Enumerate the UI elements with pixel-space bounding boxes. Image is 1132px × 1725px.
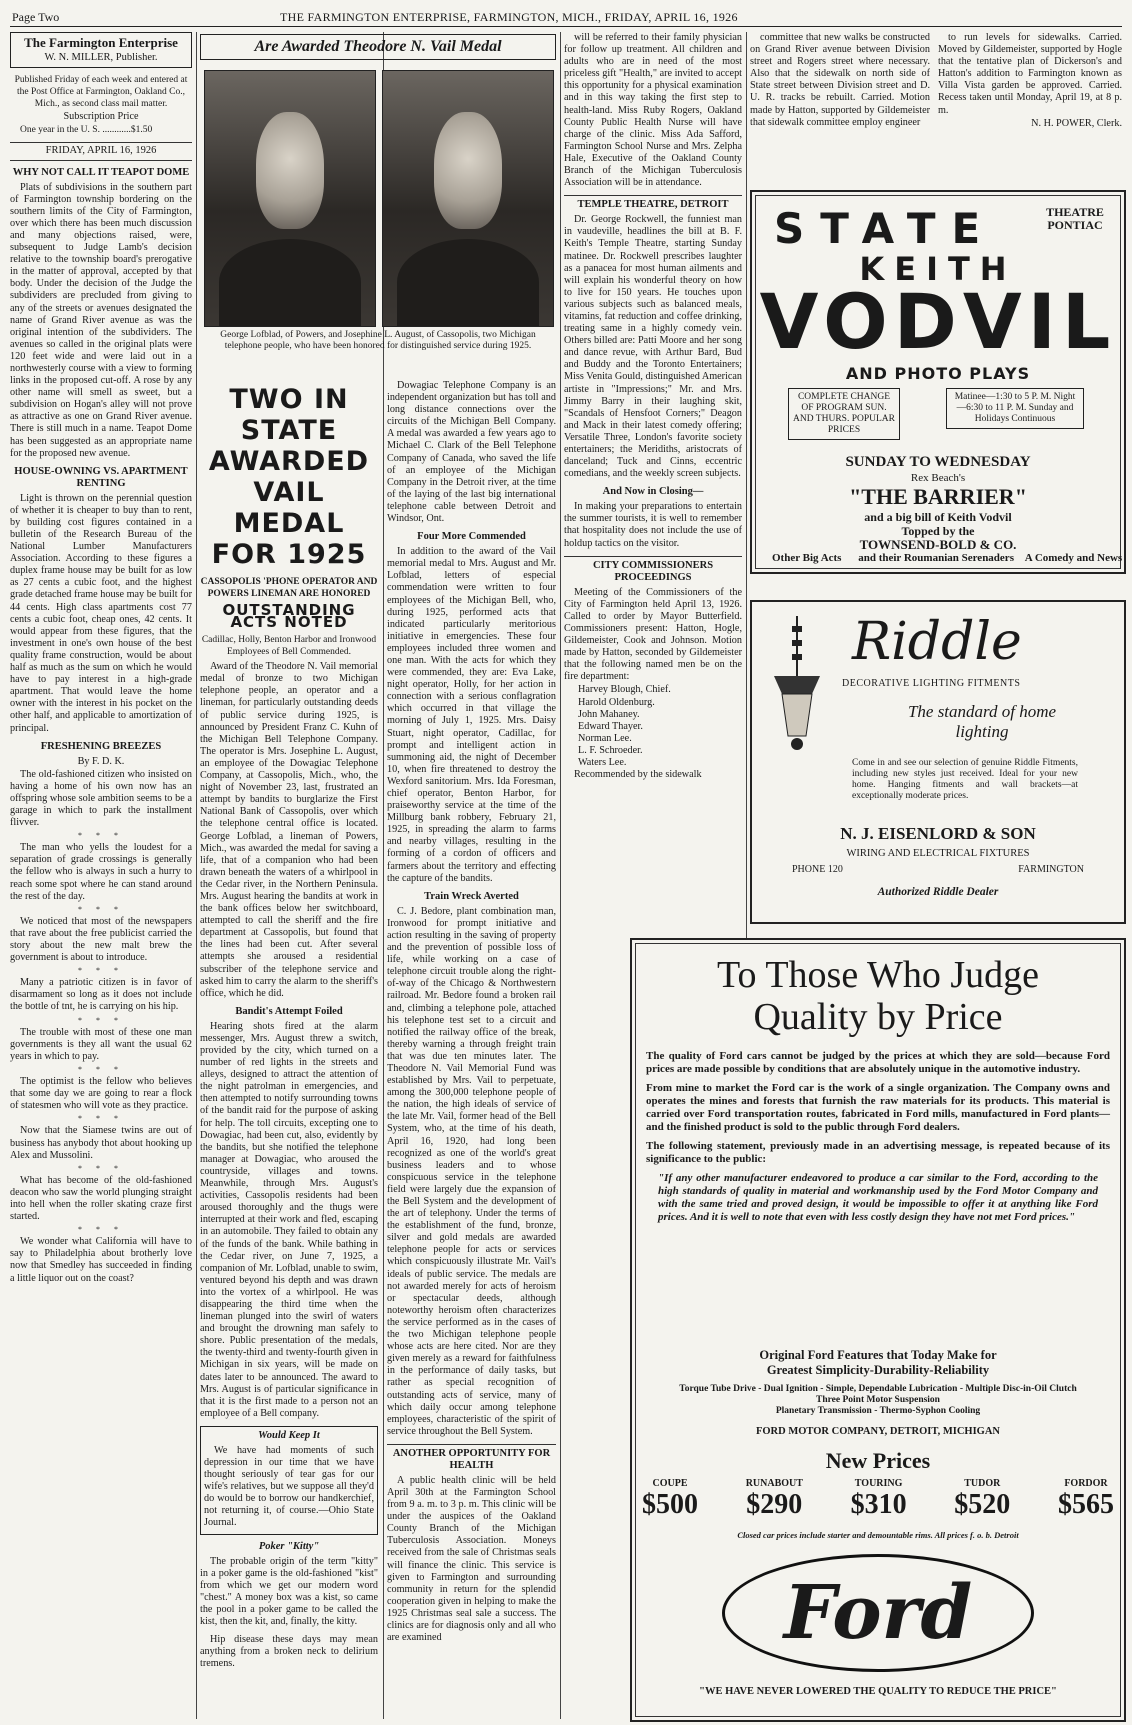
masthead xyxy=(10,32,192,68)
subhead-bandit: Bandit's Attempt Foiled xyxy=(235,1005,343,1017)
breezes-item: We noticed that most of the newspapers that rave about the free publicist carried the story about the new malt brew the government is about to introduce. xyxy=(10,915,192,964)
ad-program-box: COMPLETE CHANGE OF PROGRAM SUN. AND THURS. POPULAR PRICES xyxy=(788,388,900,440)
deck-outstanding: OUTSTANDING ACTS NOTED xyxy=(222,601,356,632)
clerk-signature: N. H. POWER, Clerk. xyxy=(1031,117,1122,129)
list-item: Waters Lee. xyxy=(578,756,627,768)
page-header xyxy=(10,8,1122,27)
headline-housing: HOUSE-OWNING VS. APARTMENT RENTING xyxy=(14,465,188,489)
article-vail-part3: Dowagiac Telephone Company is an independent organization but has toll and long distance connections over the circuits of the Michigan Bell Company. A medal was awarded a few years ago to Michael C. Clark of the Bell Telephone Company of Canada, who saved the life of an employee of the Michigan Company in the Detroit river, at the time of the laying of the last big international telephone cable between Detroit and Windsor, Ont. xyxy=(387,380,556,525)
headline-temple-theatre: TEMPLE THEATRE, DETROIT xyxy=(564,195,742,211)
column-rule xyxy=(560,32,561,1719)
ford-new-prices: New Prices xyxy=(825,1448,931,1473)
ford-para-3: The following statement, previously made in an advertising message, is repeated because of its significance to the public: xyxy=(646,1140,1110,1165)
separator-stars: * * * xyxy=(78,1064,124,1074)
publisher: W. N. MILLER, Publisher. xyxy=(44,52,158,63)
ford-features xyxy=(632,1348,1124,1378)
ad-photo-plays: AND PHOTO PLAYS xyxy=(845,364,1031,383)
ford-price: $565 xyxy=(1057,1489,1114,1520)
byline: By F. D. K. xyxy=(77,755,125,767)
ford-model: FORDOR xyxy=(1064,1478,1108,1489)
riddle-phone: PHONE 120 xyxy=(792,864,843,875)
subscription-price: One year in the U. S. ............$1.50 xyxy=(20,125,153,136)
article-city-proceedings-cont: to run levels for sidewalks. Carried. Moved by Gildemeister, supported by Hogle that the tentative plan of Dickerson's and Hatton's addition to Farmington known as Villa Vista garden be approved. Carried. Recess taken until Monday, April 19, at 8 p. m. xyxy=(938,32,1122,116)
ford-model: RUNABOUT xyxy=(745,1478,803,1489)
ad-riddle-lighting xyxy=(750,600,1126,924)
ford-price-item xyxy=(954,1478,1010,1521)
column-proceedings-a xyxy=(750,32,930,182)
article-would-keep: We have had moments of such depression in our time that we have thought seriously of tear gas for our wife's relatives, but we suppose all they'd do would be to borrow our handkerchief, not returning it, of course.—Ohio State Journal. xyxy=(204,1444,374,1529)
ford-price: $500 xyxy=(642,1489,698,1520)
article-health-continued: will be referred to their family physician for follow up treatment. All children and adults who are in need of the most priceless gift "Health," are invited to accept this opportunity for a physical examination and in this way taking the first step to health-land. Miss Ruby Rogers, Oakland County Public Health Nurse will have charge of the clinic. Miss Ada Safford, Farmington School Nurse and Mrs. Zelpha Hale, Executive of the Oakland County Branch of the Michigan Tuberculosis Association will be in attendance. xyxy=(564,32,742,189)
ford-price-item xyxy=(746,1478,803,1521)
ford-logo-oval xyxy=(722,1554,1034,1672)
article-closing: In making your preparations to entertain the summer tourists, it is well to remember that hospitality does not include the use of holdup tactics on the visitor. xyxy=(564,501,742,549)
article-housing: Light is thrown on the perennial question of whether it is cheaper to buy than to rent, by building cost figures contained in a bulletin of the Research Bureau of the National Lumber Manufacturers Association. According to these figures a duplex frame house may be built for as low as 27 cents a cubic foot, and the highest grade detached frame house may be built for 44 cents. High class apartments cost 77 cents a cubic foot, cheap ones, 42 cents. It would appear from these figures, that the investment in one's own house of the best quality frame construction, would be about half as much as the sum on which he would have to pay interest in a high-grade apartment. That would leave the home owner with the interest in his pocket on the other half, and applicable to amortization of principal. xyxy=(10,492,192,734)
ford-features-1: Original Ford Features that Today Make for xyxy=(759,1348,997,1362)
ford-price-item xyxy=(1058,1478,1114,1521)
ford-closed-note: Closed car prices include starter and demountable rims. All prices f. o. b. Detroit xyxy=(737,1530,1019,1540)
ad-topped: Topped by the xyxy=(901,524,975,538)
article-train-wreck: C. J. Bedore, plant combination man, Ironwood for prompt initiative and action resulting in the saving of property and the prevention of possible loss of life, while working on a case of telephone circuit trouble along the right-of-way of the Chicago & Northwestern railroad. Mr. Bedore found a broken rail and, climbing a telephone pole, attached his telephone test set to a circuit and notified the railway office of the break, thereby warning a through freight train that was due ten minutes later. The Theodore N. Vail Memorial Fund was established by Mrs. Vail to perpetuate, among the 300,000 telephone people of the nation, the high ideals of service of the late Mr. Vail, former head of the Bell System, who, at the time of his death, April 16, 1920, had long been recognized as one of the world's great business leaders and to whose conspicuous service in the telephone field were largely due the expansion of the Bell System and the development of the art of telephony. Under the terms of the establishment of the fund, bronze, silver and gold medals are awarded telephone people for acts or services which conspicuously illustrate Mr. Vail's ideals of public service. The medals are not awarded merely for acts of heroism or spectacular deeds, although noteworthy heroism often characterizes the service performed as in the cases of the two Michigan telephone people whose acts are here cited. Nor are they given merely as a reward for faithfulness in the performance of daily tasks, but rather as special recognition of outstanding acts of service, many of which daily occur among telephone employees, characteristic of the spirit of service throughout the Bell System. xyxy=(387,905,556,1437)
ford-feature-item: Torque Tube Drive - Dual Ignition - Simple, Dependable Lubrication - Multiple Disc-in-Oil Clutch xyxy=(679,1384,1077,1394)
list-item: L. F. Schroeder. xyxy=(578,744,643,756)
page-number: Page Two xyxy=(12,10,60,24)
list-item: Harold Oldenburg. xyxy=(578,696,655,708)
riddle-town: FARMINGTON xyxy=(1018,864,1084,875)
ad-theatre-pontiac: THEATRE PONTIAC xyxy=(1046,205,1104,232)
riddle-body: Come in and see our selection of genuine Riddle Fitments, including new styles just received. Ideal for your new home. Hanging fitments and wall brackets—at exceptionally moderate prices. xyxy=(852,758,1078,801)
article-hip-disease: Hip disease these days may mean anything from a broken neck to delirium tremens. xyxy=(200,1634,378,1670)
photo-josephine-august xyxy=(382,70,554,327)
list-item: Edward Thayer. xyxy=(578,720,643,732)
subhead-four-more: Four More Commended xyxy=(417,531,526,543)
ad-state-theatre xyxy=(750,190,1126,574)
list-item: John Mahaney. xyxy=(578,708,640,720)
ad-keith: KEITH xyxy=(859,250,1017,288)
subhead-closing: And Now in Closing— xyxy=(602,486,704,498)
article-vail-part1: Award of the Theodore N. Vail memorial medal of bronze to two Michigan telephone people, an operator and a lineman, for particularly outstanding deeds of public service during 1925, is announced by President Franz C. Kuhn of the Michigan Bell Telephone Company. The operator is Mrs. Josephine L. August, an employee of the Dowagiac Telephone Company, at Cassopolis, Mich., who, the night of November 23, last, frustrated an attempt by bandits to burglarize the First National Bank of Cassopolis, over which the telephone central office is located. George Lofblad, a lineman of Powers, Mich., was awarded the medal for saving a life, that of a companion who had been drawn beneath the waters of a whirlpool in the Cedar river, in the Northern Peninsula. Mrs. August hearing the bandits at work in the bank offices below her switchboard, attempted to call the sheriff and the fire department at Cassopolis, but found that the lines had been cut. After several attempts she aroused a residential subscriber of the telephone service and asked him to carry the alarm to the sheriff's office, which he did. xyxy=(200,661,378,999)
ford-model: COUPE xyxy=(652,1478,688,1489)
headline-health: ANOTHER OPPORTUNITY FOR HEALTH xyxy=(387,1444,556,1472)
headline-teapot: WHY NOT CALL IT TEAPOT DOME xyxy=(12,166,190,178)
breezes-item: Now that the Siamese twins are out of business has anybody thot about hooking up Alex and Mussolini. xyxy=(10,1125,192,1161)
ford-logo: Ford xyxy=(783,1570,973,1656)
column-vail-story xyxy=(200,380,378,1719)
ford-quote: "If any other manufacturer endeavored to produce a car similar to the Ford, according to the high standards of quality in material and workmanship used by the Ford Motor Company and with the same tried and proved design, it would be impossible to offer it at anything like Ford prices. And it is well to note that even with less costly design they have not met Ford prices." xyxy=(658,1172,1098,1223)
column-vail-continued xyxy=(387,380,556,1719)
ford-title-1: To Those Who Judge xyxy=(716,954,1040,996)
breezes-item: The old-fashioned citizen who insisted on having a home of his own now has an offspring whose sole ambition seems to be a garage in which to park the installment flivver. xyxy=(10,768,192,829)
ford-feature-item: Planetary Transmission - Thermo-Syphon Cooling xyxy=(775,1406,981,1416)
list-item: Harvey Blough, Chief. xyxy=(578,684,671,696)
masthead-name: The Farmington Enterprise xyxy=(24,35,178,50)
separator-stars: * * * xyxy=(78,1114,124,1124)
ford-price: $290 xyxy=(746,1489,803,1520)
ad-serenaders xyxy=(772,552,1124,564)
column-proceedings-b xyxy=(938,32,1122,182)
breezes-item: Many a patriotic citizen is in favor of disarmament so long as it does not include the bottle of tnt, he is carrying on his hip. xyxy=(10,977,192,1013)
ad-the-barrier: "THE BARRIER" xyxy=(849,484,1027,509)
vail-banner: Are Awarded Theodore N. Vail Medal xyxy=(200,34,556,60)
ad-other-acts: Other Big Acts xyxy=(772,552,842,564)
ad-townsend: TOWNSEND-BOLD & CO. xyxy=(859,537,1017,552)
ford-company: FORD MOTOR COMPANY, DETROIT, MICHIGAN xyxy=(755,1426,1001,1437)
deck-honored: CASSOPOLIS 'PHONE OPERATOR AND POWERS LINEMAN ARE HONORED xyxy=(200,577,378,599)
breezes-item: What has become of the old-fashioned deacon who saw the world plunging straight into hell when the roller skating craze first started. xyxy=(10,1174,192,1223)
column-rule xyxy=(196,32,197,1719)
article-teapot: Plats of subdivisions in the southern part of Farmington township bordering on the southern limits of the City of Farmington, over which there has been much discussion and many objections raised, were, subsequent to Judge Lamb's decision relative to the township board's prerogative in the matter of approval, accepted by that body. Under the decision of the Judge the subdividers are precluded from giving to any of the streets or avenues designated the name of Grand River avenue as was the original intention of the subdividers. The avenues so called in the original plats were 120 feet wide and were laid out in a northwesterly course with a view to forming links in the proposed cut-off. A rose by any other name will smell as sweet, but a subdivision on Hogan's alley will not prove as attractive as one on Grand River avenue. There is still much in a name. Teapot Dome has been suggested as an appropriate name for the proposed new avenue. xyxy=(10,181,192,459)
ford-feature-list xyxy=(672,1384,1084,1417)
ford-model: TUDOR xyxy=(964,1478,1001,1489)
publication-notice: Published Friday of each week and entered at the Post Office at Farmington, Oakland Co., Mich., as second class mail matter. xyxy=(14,75,188,110)
box-would-keep-it xyxy=(200,1426,378,1535)
ford-title-2: Quality by Price xyxy=(753,996,1003,1038)
ad-times-box: Matinee—1:30 to 5 P. M. Night—6:30 to 11 P. M. Sunday and Holidays Continuous xyxy=(946,388,1084,429)
ford-copy xyxy=(646,1050,1110,1232)
ford-para-1: The quality of Ford cars cannot be judged by the prices at which they are sold—because Ford prices are made possible by conditions that are absolutely unique in the automotive industry. xyxy=(646,1050,1110,1075)
headline-breezes: FRESHENING BREEZES xyxy=(40,740,162,752)
photo-caption: George Lofblad, of Powers, and Josephine L. August, of Cassopolis, two Michigan telephone people, who have been honored for distinguished service during 1925. xyxy=(220,330,536,351)
riddle-logo: Riddle xyxy=(852,612,1022,672)
ad-rex-beach: Rex Beach's xyxy=(910,472,966,484)
article-city-proceedings-cont: Recommended by the sidewalk xyxy=(574,769,702,781)
riddle-company: N. J. EISENLORD & SON xyxy=(840,824,1036,843)
fire-department-list xyxy=(564,684,742,769)
ford-price: $520 xyxy=(954,1489,1011,1520)
headline-vail-medal: TWO IN STATE AWARDED VAIL MEDAL FOR 1925 xyxy=(208,384,370,570)
newspaper-title-line: THE FARMINGTON ENTERPRISE, FARMINGTON, MICH., FRIDAY, APRIL 16, 1926 xyxy=(280,10,738,24)
riddle-dealer: Authorized Riddle Dealer xyxy=(877,886,999,898)
headline-poker-kitty: Poker "Kitty" xyxy=(258,1540,320,1552)
ad-vodvil: VODVIL xyxy=(759,277,1117,366)
subscription-label: Subscription Price xyxy=(63,111,139,123)
ford-feature-item: Three Point Motor Suspension xyxy=(816,1395,940,1405)
breezes-item: The optimist is the fellow who believes that some day we are going to rear a flock of statesmen who will vote as they practice. xyxy=(10,1076,192,1112)
ford-price-item xyxy=(851,1478,907,1521)
article-four-commended: In addition to the award of the Vail memorial medal to Mrs. August and Mr. Lofblad, letters of especial commendation were written to four employees of the Michigan Bell, who, during 1925, performed acts that indicated particularly meritorious initiative in emergencies. These four employees included three women and one man. With the acts for which they were commended, they are: Eva Lake, night operator, Holly, for her action in connection with a serious conflagration which occurred in that village the morning of July 1, 1925. Mrs. Daisy Stuart, night operator, Cadillac, for prompt and intelligent action in summoning aid, the night of December 10, when fire threatened to destroy the Wexford sanitorium. Mrs. Ida Foresman, chief operator, Benton Harbor, for praiseworthy service at the time of the Millburg bank robbery, February 21, 1925, in spreading the alarm to farms and nearby villages, resulting in the forming of a cordon of officers and farmers about the territory and effecting the capture of the bandits. xyxy=(387,546,556,884)
separator-stars: * * * xyxy=(78,1163,124,1173)
ad-sunday-wednesday: SUNDAY TO WEDNESDAY xyxy=(845,454,1031,470)
separator-stars: * * * xyxy=(78,904,124,914)
separator-stars: * * * xyxy=(78,831,124,841)
ad-state-title: STATE xyxy=(774,204,997,253)
headline-would-keep: Would Keep It xyxy=(258,1429,320,1441)
issue-date: FRIDAY, APRIL 16, 1926 xyxy=(10,142,192,160)
riddle-tagline: DECORATIVE LIGHTING FITMENTS xyxy=(842,678,1021,689)
ford-price: $310 xyxy=(850,1489,907,1520)
separator-stars: * * * xyxy=(78,966,124,976)
breezes-item: We wonder what California will have to say to Philadelphia about brotherly love now that Smedley has succeeded in finding a little liquor out on the coast? xyxy=(10,1236,192,1284)
article-city-proceedings-cont: committee that new walks be constructed on Grand River avenue between Division street and Rogers street where necessary. Also that the sidewalk on north side of State street between Division street and D. U. R. tracks be rebuilt. Carried. Motion made by Hatton, supported by Gildemeister that sidewalk committee employ engineer xyxy=(750,32,930,128)
photo-george-lofblad xyxy=(204,70,376,327)
ford-slogan: "WE HAVE NEVER LOWERED THE QUALITY TO REDUCE THE PRICE" xyxy=(699,1686,1057,1697)
vail-photo-feature xyxy=(200,34,556,374)
ford-para-2: From mine to market the Ford car is the work of a single organization. The Company owns and operates the mines and forests that furnish the raw materials for its products. This material is carried over Ford transportation routes, fabricated in Ford mills, manufactured in Ford plants—and the finished product is sold to the public through Ford dealers. xyxy=(646,1082,1110,1133)
article-poker-kitty: The probable origin of the term "kitty" in a poker game is the old-fashioned "kist" from which we get our modern word "chest." A money box was a kist, so came the pool in a poker game to be called the kist, then the kit, and, finally, the kitty. xyxy=(200,1555,378,1628)
separator-stars: * * * xyxy=(78,1225,124,1235)
headline-city-commissioners: CITY COMMISSIONERS PROCEEDINGS xyxy=(564,556,742,584)
ford-price-item xyxy=(642,1478,698,1521)
subhead-train-wreck: Train Wreck Averted xyxy=(424,890,519,902)
article-temple-theatre: Dr. George Rockwell, the funniest man in vaudeville, headlines the bill at B. F. Keith's Temple Theatre, starting Sunday matinee. Dr. Rockwell prescribes laughter as a panacea for most human ailments and will explain his wonderful theory on how to live for 150 years. He touches upon various subjects such as balanced meals, vitamins, fat reduction and coffee drinking, treating same in a highly comedy vein. Others billed are: Patti Moore and her song and dance revue, with Arthur Bard, Bud and Buddy and the Toronto Entertainers; Miss Venita Gould, distinguished American artiste in "Impressions;" Mr. and Mrs. Jimmy Barry in their laughing skit, "Scandals of Hensfoot Corners;" Deagon and Mack in their latest comedy offering; Versatile Three, London's favorite society entertainers; the Meridiths, aristocrats of danceland; Tuck and Cinns, eccentric comedians, and the weekly screen subjects. xyxy=(564,214,742,480)
article-city-proceedings: Meeting of the Commissioners of the City of Farmington held April 13, 1926. Called to order by Mayor Butterfield. Commissioners present: Hatton, Hogle, Gildemeister, Cook and Johnson. Motion made by Hatton, seconded by Gildemeister that the following named men be on the fire department: xyxy=(564,586,742,683)
column-editorial xyxy=(10,32,192,1719)
riddle-wiring: WIRING AND ELECTRICAL FIXTURES xyxy=(846,848,1030,859)
riddle-standard: The standard of home lighting xyxy=(907,702,1057,741)
list-item: Norman Lee. xyxy=(578,732,632,744)
ford-model: TOURING xyxy=(854,1478,903,1489)
ford-features-2: Greatest Simplicity-Durability-Reliability xyxy=(766,1363,990,1377)
deck-commended: Cadillac, Holly, Benton Harbor and Ironwood Employees of Bell Commended. xyxy=(201,635,377,658)
separator-stars: * * * xyxy=(78,1015,124,1025)
ad-comedy-news: A Comedy and News xyxy=(1024,552,1123,564)
breezes-item: The man who yells the loudest for a separation of grade crossings is generally the fellow who is always in such a hurry to reach some spot where he can stand around the rest of the day. xyxy=(10,842,192,902)
article-vail-part2: Hearing shots fired at the alarm messenger, Mrs. August threw a switch, provided by the city, which turned on a number of red lights in the streets and alleys, designed to attract the attention of the night patrolman in emergencies, and then attempted to notify surrounding towns of the bandit raid for the purpose of asking for help. The toll circuits, excepting one to Dowagiac, had been cut, also, evidently by the bandits, but she notified the telephone manager at Dowagiac, who aroused the countryside, villages and towns. Meanwhile, through Mrs. August's activities, Cassopolis residents had been aroused thoroughly and the thugs were interrupted at their work and fled, escaping in an automobile. They failed to obtain any of the funds of the bank. While bathing in the Cedar river, on June 7, 1925, a companion of Mr. Lofblad, unable to swim, ventured beyond his depth and was drawn into the vortex of a whirlpool. He was disappearing the third time when the lineman plunged into the swirl of waters and brought the drowning man safely to shore. Public presentation of the medals, the twenty-third and twenty-fourth given in Michigan in six years, will be made on dates later to be announced. The award to Mrs. August is of particular significance in that it is the first made to a person not an employee of a Bell company. xyxy=(200,1020,378,1419)
ad-serenaders-text: and their Roumanian Serenaders xyxy=(858,552,1014,564)
ad-big-bill: and a big bill of Keith Vodvil xyxy=(864,510,1012,524)
chandelier-icon xyxy=(766,616,828,766)
article-health: A public health clinic will be held April 30th at the Farmington School from 9 a. m. to 3 p. m. This clinic will be under the auspices of the Oakland County Branch of the Michigan Tuberculosis Association. Moneys received from the sale of Christmas seals will finance the clinic. This service is given to Farmington and surrounding community in return for the splendid cooperation given in helping to make the 1925 Christmas seal sale a success. The clinics are for diagnosis only and all who are examined xyxy=(387,1474,556,1644)
ad-ford xyxy=(630,938,1126,1722)
ford-price-list xyxy=(642,1478,1114,1521)
breezes-item: The trouble with most of these one man governments is they all want the usual 62 years in which to pay. xyxy=(10,1026,192,1062)
